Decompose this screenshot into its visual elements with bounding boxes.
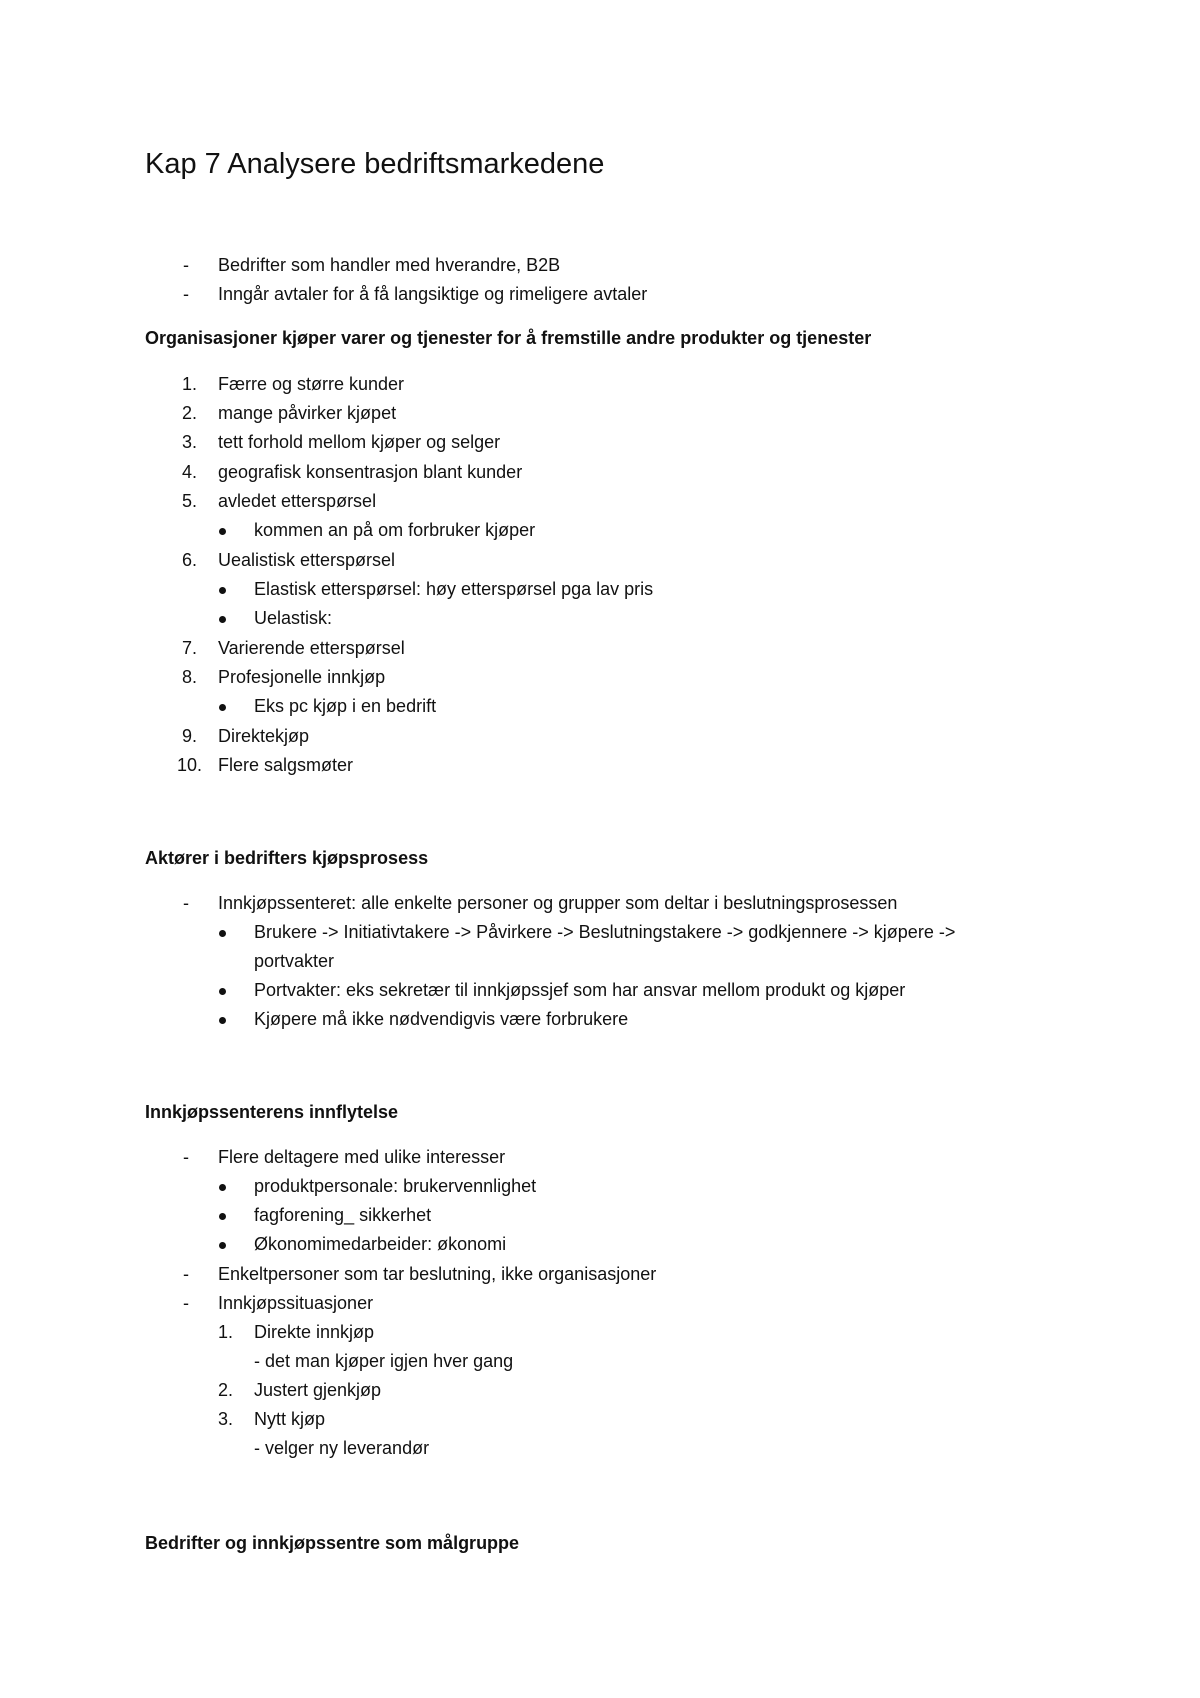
page-title: Kap 7 Analysere bedriftsmarkedene (145, 148, 605, 180)
list-number: 3. (218, 1409, 234, 1429)
list-subitem: Økonomimedarbeider: økonomi (254, 1234, 507, 1254)
list-number: 8. (182, 667, 198, 687)
list-item: Innkjøpssituasjoner (218, 1293, 374, 1313)
list-item: Færre og større kunder (218, 374, 405, 394)
list-subitem-note: - velger ny leverandør (254, 1438, 430, 1458)
list-subitem-continuation: portvakter (254, 951, 335, 971)
list-subitem: Uelastisk: (254, 608, 333, 628)
section-heading: Innkjøpssenterens innflytelse (145, 1102, 399, 1122)
bullet-icon (219, 528, 226, 535)
list-item: geografisk konsentrasjon blant kunder (218, 462, 523, 482)
list-subitem: Brukere -> Initiativtakere -> Påvirkere -> Beslutningstakere -> godkjennere -> kjøpere -> (254, 922, 956, 942)
list-number: 5. (182, 491, 198, 511)
section-heading: Organisasjoner kjøper varer og tjenester for å fremstille andre produkter og tjenester (145, 328, 872, 348)
dash-marker: - (183, 893, 189, 913)
bullet-icon (219, 1213, 226, 1220)
list-item: Flere deltagere med ulike interesser (218, 1147, 506, 1167)
list-number: 2. (182, 403, 198, 423)
list-item: Uealistisk etterspørsel (218, 550, 396, 570)
bullet-icon (219, 1184, 226, 1191)
dash-marker: - (183, 255, 189, 275)
dash-marker: - (183, 1147, 189, 1167)
list-number: 4. (182, 462, 198, 482)
list-item: Innkjøpssenteret: alle enkelte personer og grupper som deltar i beslutningsprosessen (218, 893, 898, 913)
section-heading: Bedrifter og innkjøpssentre som målgruppe (145, 1533, 520, 1553)
list-subitem: Direkte innkjøp (254, 1322, 375, 1342)
bullet-icon (219, 1242, 226, 1249)
list-item: Bedrifter som handler med hverandre, B2B (218, 255, 561, 275)
list-item: Direktekjøp (218, 726, 310, 746)
list-number: 10. (177, 755, 203, 775)
list-item: tett forhold mellom kjøper og selger (218, 432, 501, 452)
bullet-icon (219, 616, 226, 623)
dash-marker: - (183, 1293, 189, 1313)
list-item: Flere salgsmøter (218, 755, 354, 775)
list-item: mange påvirker kjøpet (218, 403, 397, 423)
list-number: 7. (182, 638, 198, 658)
bullet-icon (219, 988, 226, 995)
list-subitem-note: - det man kjøper igjen hver gang (254, 1351, 514, 1371)
list-number: 6. (182, 550, 198, 570)
section-heading: Aktører i bedrifters kjøpsprosess (145, 848, 429, 868)
dash-marker: - (183, 284, 189, 304)
list-subitem: Nytt kjøp (254, 1409, 326, 1429)
bullet-icon (219, 930, 226, 937)
list-subitem: Kjøpere må ikke nødvendigvis være forbrukere (254, 1009, 629, 1029)
list-subitem: Eks pc kjøp i en bedrift (254, 696, 437, 716)
list-item: Profesjonelle innkjøp (218, 667, 386, 687)
list-item: Enkeltpersoner som tar beslutning, ikke organisasjoner (218, 1264, 657, 1284)
list-subitem: fagforening_ sikkerhet (254, 1205, 432, 1225)
list-subitem: Portvakter: eks sekretær til innkjøpssjef som har ansvar mellom produkt og kjøper (254, 980, 906, 1000)
list-subitem: produktpersonale: brukervennlighet (254, 1176, 537, 1196)
list-number: 1. (218, 1322, 234, 1342)
list-subitem: Elastisk etterspørsel: høy etterspørsel pga lav pris (254, 579, 654, 599)
list-number: 1. (182, 374, 198, 394)
list-item: Varierende etterspørsel (218, 638, 405, 658)
list-item: avledet etterspørsel (218, 491, 377, 511)
list-number: 9. (182, 726, 198, 746)
list-subitem: kommen an på om forbruker kjøper (254, 520, 536, 540)
dash-marker: - (183, 1264, 189, 1284)
bullet-icon (219, 587, 226, 594)
bullet-icon (219, 704, 226, 711)
list-number: 2. (218, 1380, 234, 1400)
list-number: 3. (182, 432, 198, 452)
list-item: Inngår avtaler for å få langsiktige og rimeligere avtaler (218, 284, 648, 304)
bullet-icon (219, 1017, 226, 1024)
list-subitem: Justert gjenkjøp (254, 1380, 382, 1400)
